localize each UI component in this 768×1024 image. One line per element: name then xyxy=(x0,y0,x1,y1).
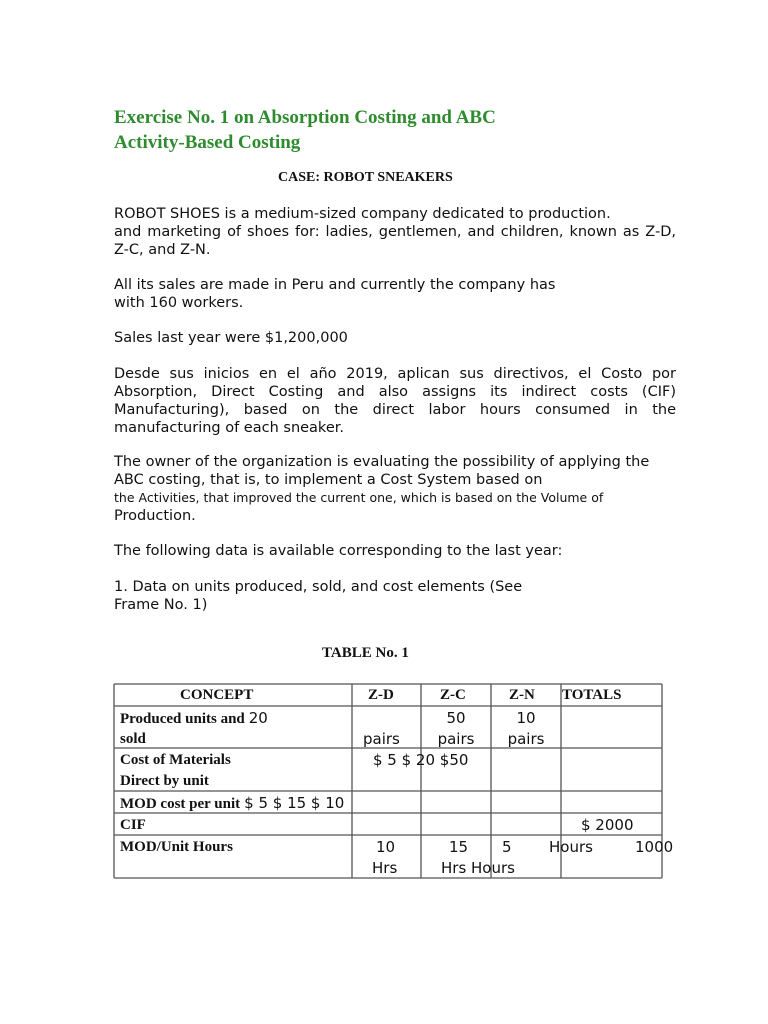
table-cell-mod-hours-totals-value: 1000 xyxy=(635,838,674,856)
table-cell-text: pairs xyxy=(437,730,475,748)
table-cell-produced-zd: pairs xyxy=(363,730,400,748)
paragraph-line: All its sales are made in Peru and currently the company has xyxy=(114,277,556,293)
paragraph-available-data: The following data is available corresponding to the last year: xyxy=(114,543,563,559)
paragraph-line: ABC costing, that is, to implement a Cost System based on xyxy=(114,472,543,488)
table-header-zc: Z-C xyxy=(440,687,466,703)
paragraph-line: 1. Data on units produced, sold, and cost elements (See xyxy=(114,579,523,595)
table-cell-text: Produced units and xyxy=(120,711,245,727)
table-cell-mod-hours-label: MOD/Unit Hours xyxy=(120,839,233,855)
paragraph-sales-last-year: Sales last year were $1,200,000 xyxy=(114,330,348,346)
table-cell-materials-values: $ 5 $ 20 $50 xyxy=(373,751,469,769)
table-cell-text: $ 5 $ 15 $ 10 xyxy=(244,794,345,812)
document-subtitle: Activity-Based Costing xyxy=(114,132,301,153)
table-cell-materials-label xyxy=(120,750,231,792)
table-cell-text: MOD cost per unit xyxy=(120,796,241,812)
document-title: Exercise No. 1 on Absorption Costing and ABC xyxy=(114,107,496,128)
table-cell-text: 20 xyxy=(248,709,268,727)
table-cell-text: 50 xyxy=(446,709,466,727)
paragraph-line: ROBOT SHOES is a medium-sized company dedicated to production. xyxy=(114,206,611,222)
table-cell-mod-hours-zd xyxy=(372,837,397,879)
paragraph-line: with 160 workers. xyxy=(114,295,244,311)
paragraph-line: Production. xyxy=(114,508,196,524)
table-cell-text: pairs xyxy=(507,730,545,748)
case-title: CASE: ROBOT SNEAKERS xyxy=(278,170,453,185)
table-cell-text: Hrs xyxy=(372,859,398,877)
paragraph-costing-history: Desde sus inicios en el año 2019, aplican sus directivos, el Costo por Absorption, Direct Costing and also assigns its indirect costs (CIF) Manufacturing), based on the direct labor hours consumed in the manufacturing of each sneaker. xyxy=(114,366,676,436)
table-header-zn: Z-N xyxy=(509,687,535,703)
paragraph-line: the Activities, that improved the current one, which is based on the Volume of xyxy=(114,490,604,505)
table-cell-text: 15 xyxy=(449,838,469,856)
table-cell-cif-label: CIF xyxy=(120,817,146,833)
table-cell-cif-total: $ 2000 xyxy=(581,816,634,834)
paragraph-line: and marketing of shoes for: ladies, gentlemen, and children, known as Z-D, Z-C, and Z-N. xyxy=(114,224,676,258)
paragraph-line: Frame No. 1) xyxy=(114,597,208,613)
table-cell-mod-hours-totals-unit: Hours xyxy=(549,838,593,856)
table-cell-mod-hours-zn: 5 xyxy=(502,838,512,856)
table-cell-text: 10 xyxy=(516,709,536,727)
table-cell-text: 10 xyxy=(376,838,396,856)
table-cell-produced-label xyxy=(120,708,268,750)
table-caption: TABLE No. 1 xyxy=(322,645,409,661)
table-cell-text: Cost of Materials xyxy=(120,752,231,768)
table-header-zd: Z-D xyxy=(368,687,394,703)
table-cell-text: sold xyxy=(120,731,146,747)
table-cell-mod-cost xyxy=(120,793,344,815)
paragraph-line: The owner of the organization is evaluating the possibility of applying the xyxy=(114,454,650,470)
table-cell-produced-zn xyxy=(490,708,562,750)
table-cell-produced-zc xyxy=(426,708,486,750)
table-header-concept: CONCEPT xyxy=(180,687,254,703)
table-cell-text: Hrs Hours xyxy=(441,859,515,877)
table-header-totals: TOTALS xyxy=(562,687,622,703)
table-cell-text: Direct by unit xyxy=(120,773,209,789)
